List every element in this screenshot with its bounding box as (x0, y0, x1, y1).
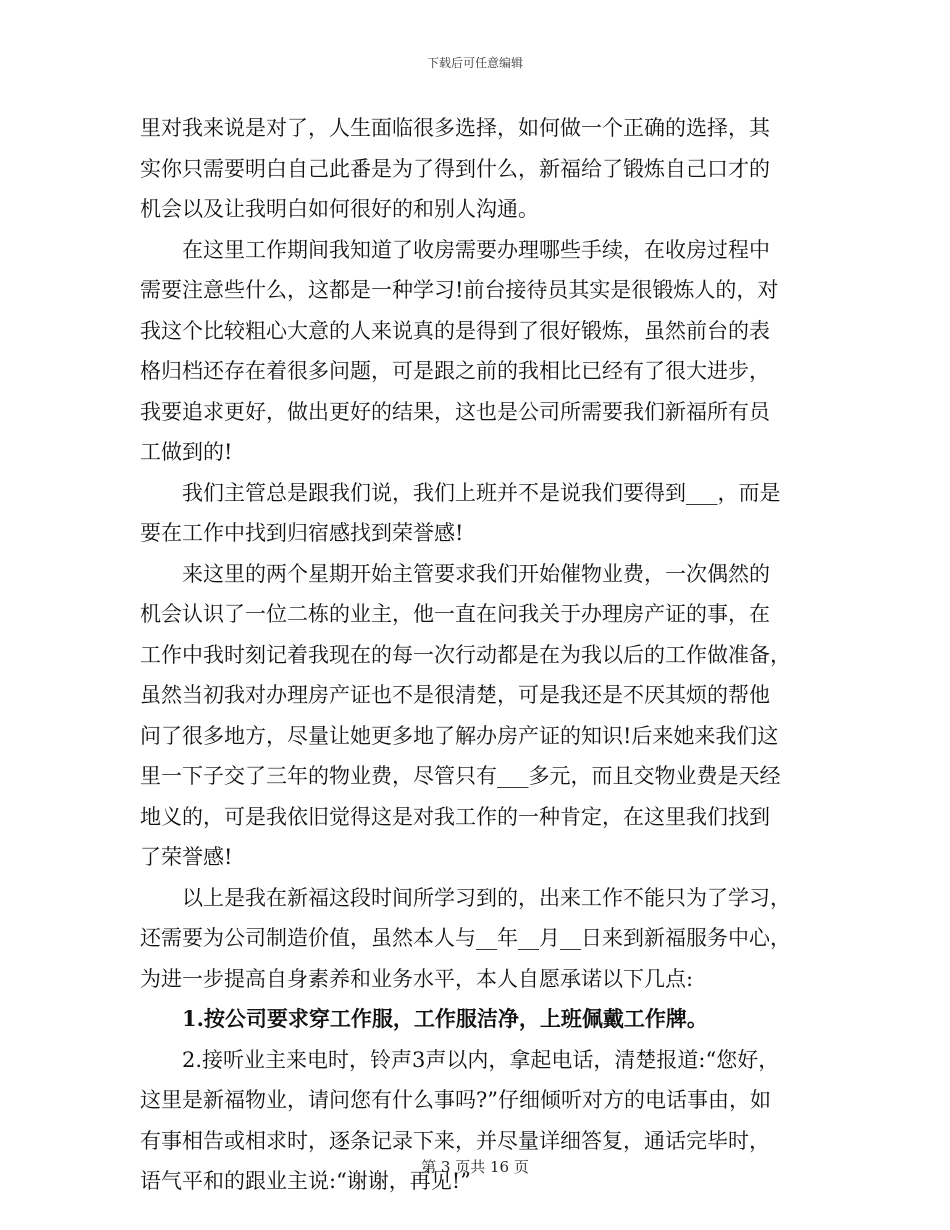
text-line: 需要注意些什么，这都是一种学习!前台接待员其实是很锻炼人的，对 (140, 278, 779, 302)
text-line: 格归档还存在着很多问题，可是跟之前的我相比已经有了很大进步， (140, 359, 770, 383)
text-line: 有事相告或相求时，逐条记录下来，并尽量详细答复，通话完毕时， (140, 1128, 770, 1153)
text-line: 机会以及让我明白如何很好的和别人沟通。 (140, 197, 539, 221)
text-line: 工作中我时刻记着我现在的每一次行动都是在为我以后的工作做准备， (140, 642, 791, 667)
text-line: 问了很多地方，尽量让她更多地了解办房产证的知识!后来她来我们这 (140, 723, 779, 748)
page-footer: 第 3 页共 16 页 (421, 1158, 529, 1176)
paragraph-start-line: 来这里的两个星期开始主管要求我们开始催物业费，一次偶然的 (182, 561, 770, 586)
text-line: 我要追求更好，做出更好的结果，这也是公司所需要我们新福所有员 (140, 399, 770, 424)
text-line: 工做到的! (140, 440, 233, 464)
numbered-item-2: 2.接听业主来电时，铃声3声以内，拿起电话，清楚报道:“您好， (182, 1047, 780, 1072)
text-line: 语气平和的跟业主说:“谢谢，再见!” (140, 1169, 471, 1193)
text-line: 要在工作中找到归宿感找到荣誉感! (140, 521, 464, 545)
text-line: 虽然当初我对办理房产证也不是很清楚，可是我还是不厌其烦的帮他 (140, 683, 770, 707)
text-line: 为进一步提高自身素养和业务水平，本人自愿承诺以下几点: (140, 966, 694, 991)
text-line: 机会认识了一位二栋的业主，他一直在问我关于办理房产证的事，在 (140, 602, 770, 626)
page-header: 下载后可任意编辑 (426, 56, 523, 70)
numbered-item-1: 1.按公司要求穿工作服，工作服洁净，上班佩戴工作牌。 (182, 1006, 708, 1031)
document-body (140, 108, 820, 1202)
text-line: 地义的，可是我依旧觉得这是对我工作的一种肯定，在这里我们找到 (140, 804, 770, 829)
text-line: 实你只需要明白自己此番是为了得到什么，新福给了锻炼自己口才的 (140, 156, 770, 181)
text-line: 这里是新福物业，请问您有什么事吗?”仔细倾听对方的电话事由，如 (140, 1088, 771, 1112)
paragraph-start-line: 我们主管总是跟我们说，我们上班并不是说我们要得到___，而是 (182, 480, 781, 505)
text-line: 我这个比较粗心大意的人来说真的是得到了很好锻炼，虽然前台的表 (140, 318, 770, 343)
text-line: 了荣誉感! (140, 845, 233, 869)
text-line: 里一下子交了三年的物业费，尽管只有___多元，而且交物业费是天经 (140, 764, 781, 788)
paragraph-start-line: 以上是我在新福这段时间所学习到的，出来工作不能只为了学习， (182, 885, 791, 910)
paragraph-start-line: 在这里工作期间我知道了收房需要办理哪些手续，在收房过程中 (182, 237, 770, 262)
text-line: 还需要为公司制造价值，虽然本人与__年__月__日来到新福服务中心， (140, 926, 791, 950)
text-line: 里对我来说是对了，人生面临很多选择，如何做一个正确的选择，其 (140, 116, 770, 140)
